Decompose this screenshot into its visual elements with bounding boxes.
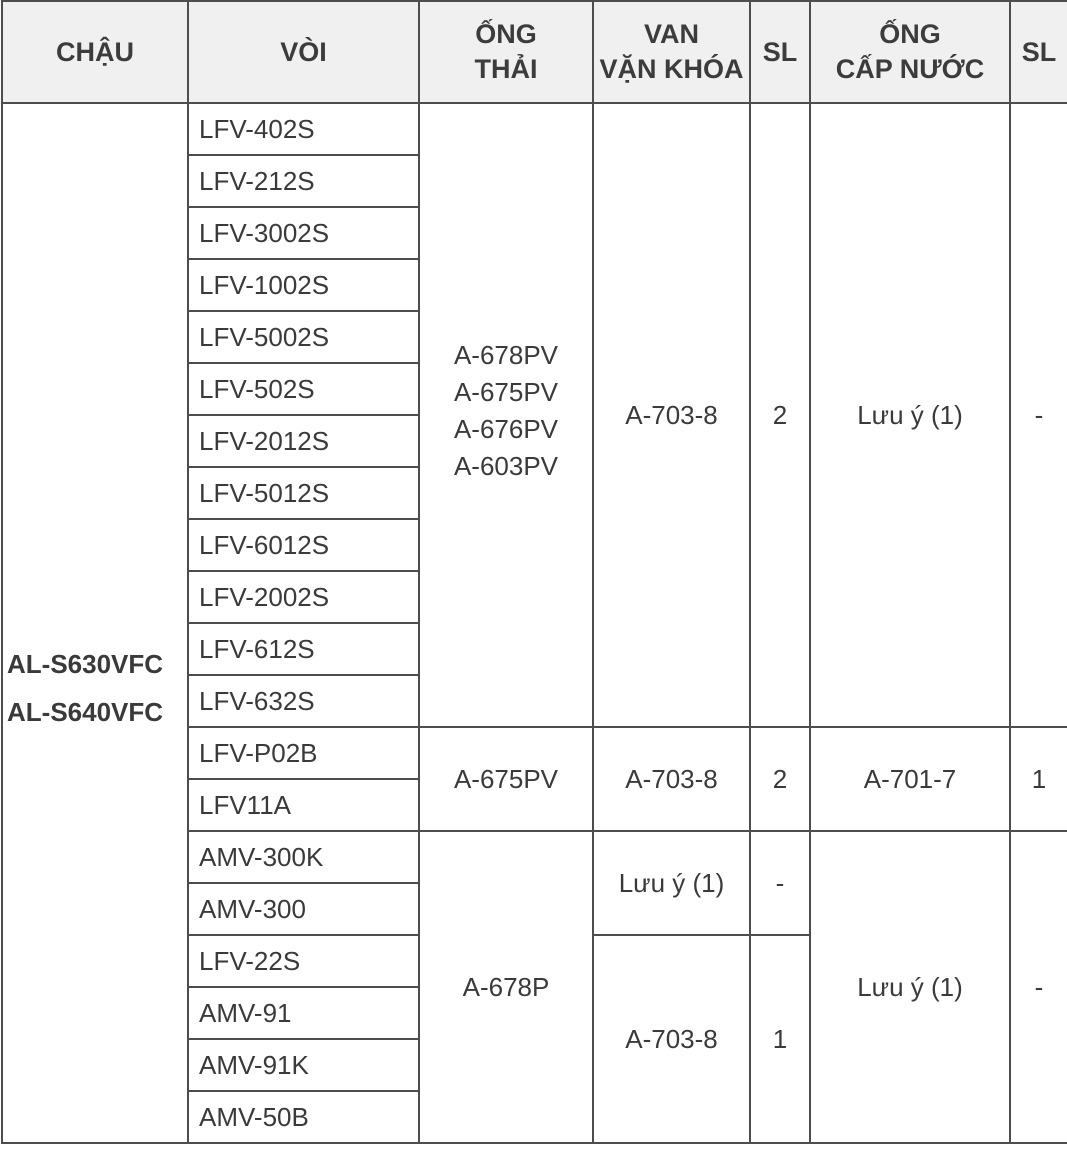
header-qty-valve: SL xyxy=(750,1,810,103)
header-qty-supply: SL xyxy=(1010,1,1067,103)
supply-qty-cell: - xyxy=(1010,103,1067,727)
valve-cell: A-703-8 xyxy=(593,103,750,727)
valve-cell: Lưu ý (1) xyxy=(593,831,750,935)
faucet-cell: LFV-632S xyxy=(188,675,419,727)
faucet-cell: LFV-P02B xyxy=(188,727,419,779)
valve-qty-cell: 2 xyxy=(750,103,810,727)
header-sink: CHẬU xyxy=(2,1,188,103)
faucet-cell: AMV-91K xyxy=(188,1039,419,1091)
faucet-cell: LFV-6012S xyxy=(188,519,419,571)
sink-model: AL-S630VFC xyxy=(7,649,164,679)
drain-model: A-603PV xyxy=(453,451,559,481)
header-supply-line: CẤP NƯỚC xyxy=(835,54,985,84)
valve-qty-cell: 1 xyxy=(750,935,810,1143)
supply-cell: Lưu ý (1) xyxy=(810,103,1010,727)
supply-qty-cell: - xyxy=(1010,831,1067,1143)
header-valve xyxy=(593,1,750,103)
faucet-cell: LFV-502S xyxy=(188,363,419,415)
faucet-cell: AMV-91 xyxy=(188,987,419,1039)
valve-cell: A-703-8 xyxy=(593,935,750,1143)
table-row xyxy=(2,103,1067,155)
faucet-cell: LFV-2002S xyxy=(188,571,419,623)
faucet-cell: LFV-402S xyxy=(188,103,419,155)
supply-cell: A-701-7 xyxy=(810,727,1010,831)
supply-cell: Lưu ý (1) xyxy=(810,831,1010,1143)
header-supply xyxy=(810,1,1010,103)
faucet-cell: LFV-1002S xyxy=(188,259,419,311)
faucet-cell: LFV-22S xyxy=(188,935,419,987)
header-valve-line: VAN xyxy=(643,19,699,49)
drain-model: A-676PV xyxy=(453,414,559,444)
sink-model: AL-S640VFC xyxy=(7,697,164,727)
drain-model: A-675PV xyxy=(453,377,559,407)
faucet-cell: LFV-212S xyxy=(188,155,419,207)
drain-cell xyxy=(419,103,593,727)
faucet-cell: AMV-300K xyxy=(188,831,419,883)
supply-qty-cell: 1 xyxy=(1010,727,1067,831)
header-drain-line: THẢI xyxy=(474,54,538,84)
faucet-cell: LFV-5012S xyxy=(188,467,419,519)
drain-cell: A-675PV xyxy=(419,727,593,831)
valve-qty-cell: - xyxy=(750,831,810,935)
faucet-cell: AMV-50B xyxy=(188,1091,419,1143)
drain-cell: A-678P xyxy=(419,831,593,1143)
valve-cell: A-703-8 xyxy=(593,727,750,831)
faucet-cell: LFV11A xyxy=(188,779,419,831)
header-faucet: VÒI xyxy=(188,1,419,103)
header-supply-line: ỐNG xyxy=(879,19,941,49)
header-valve-line: VẶN KHÓA xyxy=(599,54,744,84)
compatibility-table xyxy=(1,0,1067,1144)
sink-models-cell xyxy=(2,103,188,1143)
header-drain-line: ỐNG xyxy=(475,19,537,49)
faucet-cell: LFV-3002S xyxy=(188,207,419,259)
faucet-cell: AMV-300 xyxy=(188,883,419,935)
header-drain xyxy=(419,1,593,103)
faucet-cell: LFV-612S xyxy=(188,623,419,675)
header-row xyxy=(2,1,1067,103)
faucet-cell: LFV-2012S xyxy=(188,415,419,467)
faucet-cell: LFV-5002S xyxy=(188,311,419,363)
drain-model: A-678PV xyxy=(453,340,559,370)
valve-qty-cell: 2 xyxy=(750,727,810,831)
